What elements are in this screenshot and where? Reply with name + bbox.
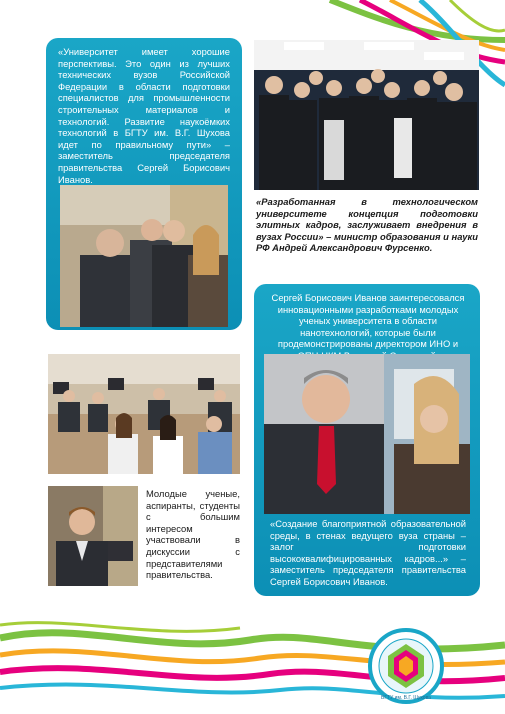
photo-young-scientist bbox=[48, 486, 138, 586]
photo-classroom bbox=[48, 354, 240, 474]
university-seal-icon bbox=[368, 628, 444, 704]
photo-group-students bbox=[254, 40, 479, 190]
quote-ivanov-2-text: «Создание благоприятной образовательной среды, в стенах ведущего вуза страны – залог подготовки высококвалифицированных кадров...» – заместитель председателя правительства Сергей Борисович Иванов. bbox=[270, 518, 466, 587]
quote-fursenko-text: «Разработанная в технологическом университете концепция подготовки элитных кадров, заслуживает внедрения в вузах России» – министр образования и науки РФ Андрей Александрович Фурсенко. bbox=[256, 196, 478, 254]
photo-ivanov-strokova bbox=[264, 354, 470, 514]
logo-text: БГТУ им. В.Г. Шухова bbox=[381, 695, 431, 701]
young-scientists-text: Молодые ученые, аспиранты, студенты с большим интересом участвовали в дискуссии с представителями правительства. bbox=[146, 488, 240, 581]
quote-ivanov-text: «Университет имеет хорошие перспективы. Это один из лучших технических вузов Российской Федерации в области подготовки специалистов для промышленности строительных материалов и технологий. Развитие наукоёмких технологий в БГТУ им. В.Г. Шухова идет по правильному пути» – заместитель председателя правительства Сергей Борисович Иванов. bbox=[58, 46, 230, 185]
photo-ivanov-delegation bbox=[60, 185, 228, 327]
innovation-text: Сергей Борисович Иванов заинтересовался инновационными разработками молодых ученых университета в области нанотехнологий, которые были продемонстрированы директором ИНО и bbox=[271, 292, 465, 350]
